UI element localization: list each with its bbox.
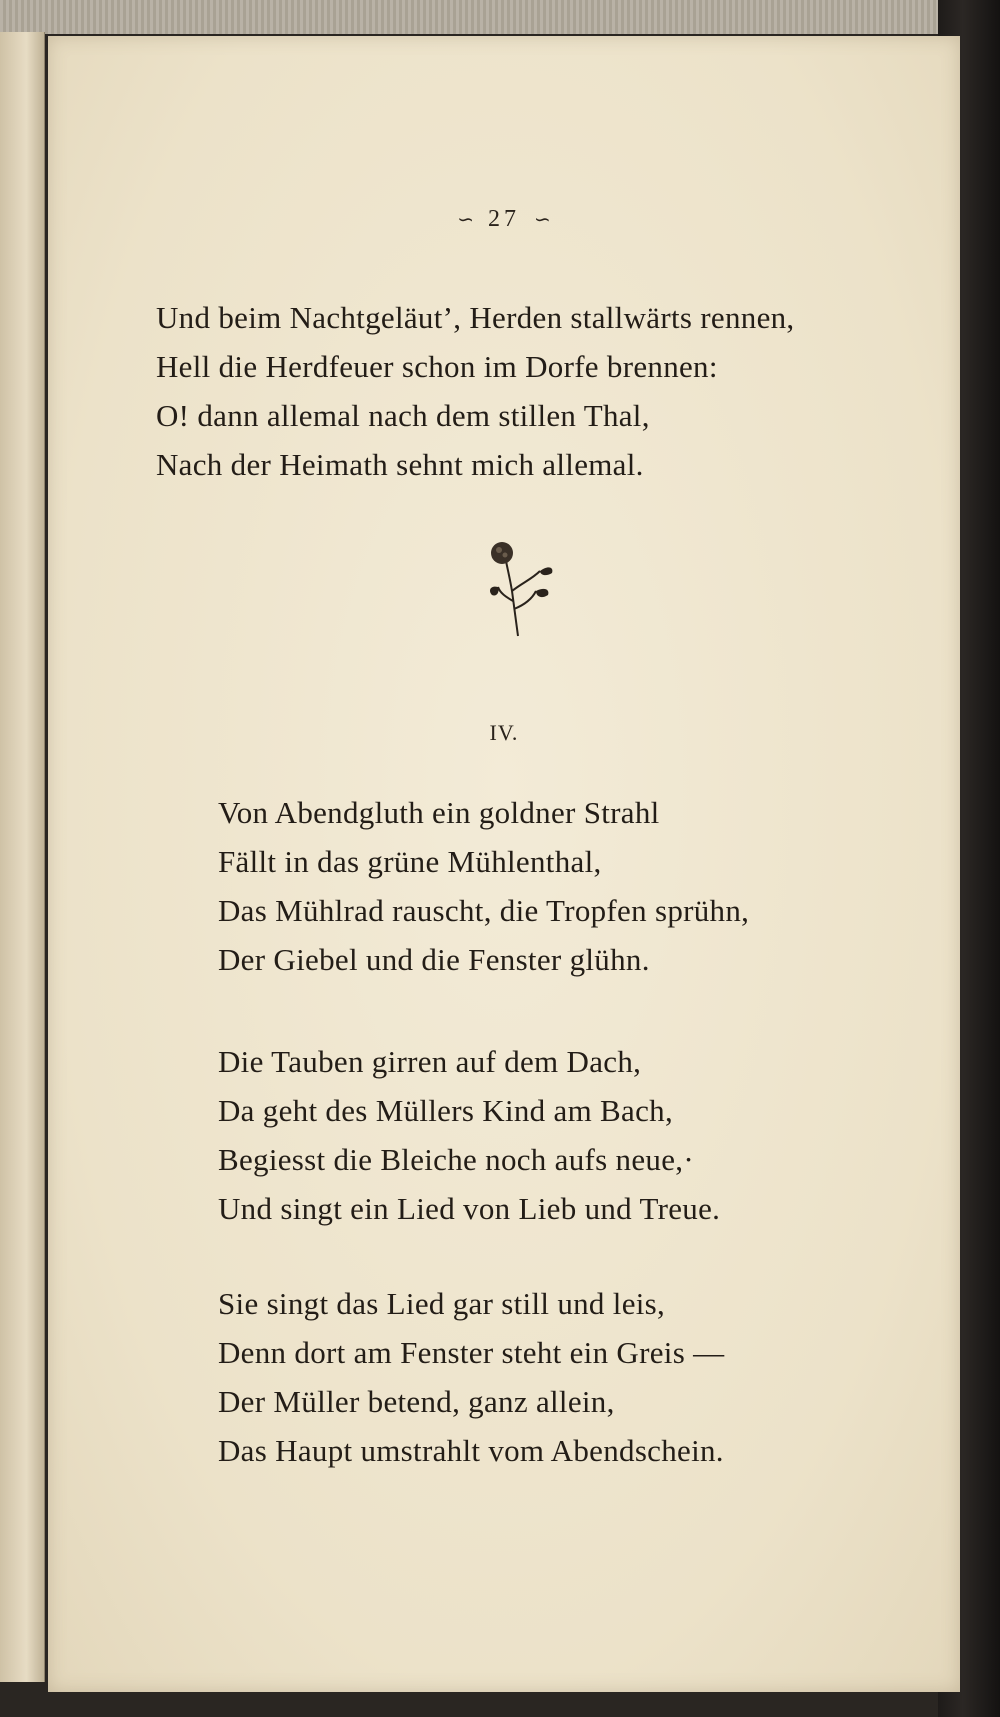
book-page	[48, 36, 960, 1692]
stanza-2	[218, 788, 749, 984]
flower-vignette-icon	[478, 531, 558, 641]
page-number-header	[48, 206, 960, 233]
verse-line: Und beim Nachtgeläut’, Herden stallwärts rennen,	[156, 300, 795, 335]
verse-line: Fällt in das grüne Mühlenthal,	[218, 844, 602, 879]
verse-line: Nach der Heimath sehnt mich allemal.	[156, 447, 644, 482]
verse-line: Von Abendgluth ein goldner Strahl	[218, 795, 660, 830]
ornament-right-icon: ∽	[534, 209, 551, 231]
verse-line: O! dann allemal nach dem stillen Thal,	[156, 398, 650, 433]
stanza-4	[218, 1279, 724, 1475]
verse-line: Das Haupt umstrahlt vom Abendschein.	[218, 1433, 724, 1468]
facing-page-edge	[0, 32, 45, 1682]
ornament-left-icon: ∽	[457, 209, 474, 231]
section-numeral: IV.	[489, 720, 519, 745]
cloth-cover-edge	[0, 0, 1000, 34]
stanza-1	[156, 293, 795, 489]
verse-line: Das Mühlrad rauscht, die Tropfen sprühn,	[218, 893, 750, 928]
verse-line: Denn dort am Fenster steht ein Greis —	[218, 1335, 725, 1370]
verse-line: Die Tauben girren auf dem Dach,	[218, 1044, 642, 1079]
verse-line: Der Müller betend, ganz allein,	[218, 1384, 615, 1419]
verse-line: Hell die Herdfeuer schon im Dorfe brennen:	[156, 349, 718, 384]
verse-line: Begiesst die Bleiche noch aufs neue,·	[218, 1142, 694, 1177]
stanza-3	[218, 1037, 720, 1233]
verse-line: Da geht des Müllers Kind am Bach,	[218, 1093, 673, 1128]
verse-line: Sie singt das Lied gar still und leis,	[218, 1286, 666, 1321]
verse-line: Und singt ein Lied von Lieb und Treue.	[218, 1191, 721, 1226]
verse-line: Der Giebel und die Fenster glühn.	[218, 942, 650, 977]
page-number: 27	[488, 206, 520, 232]
